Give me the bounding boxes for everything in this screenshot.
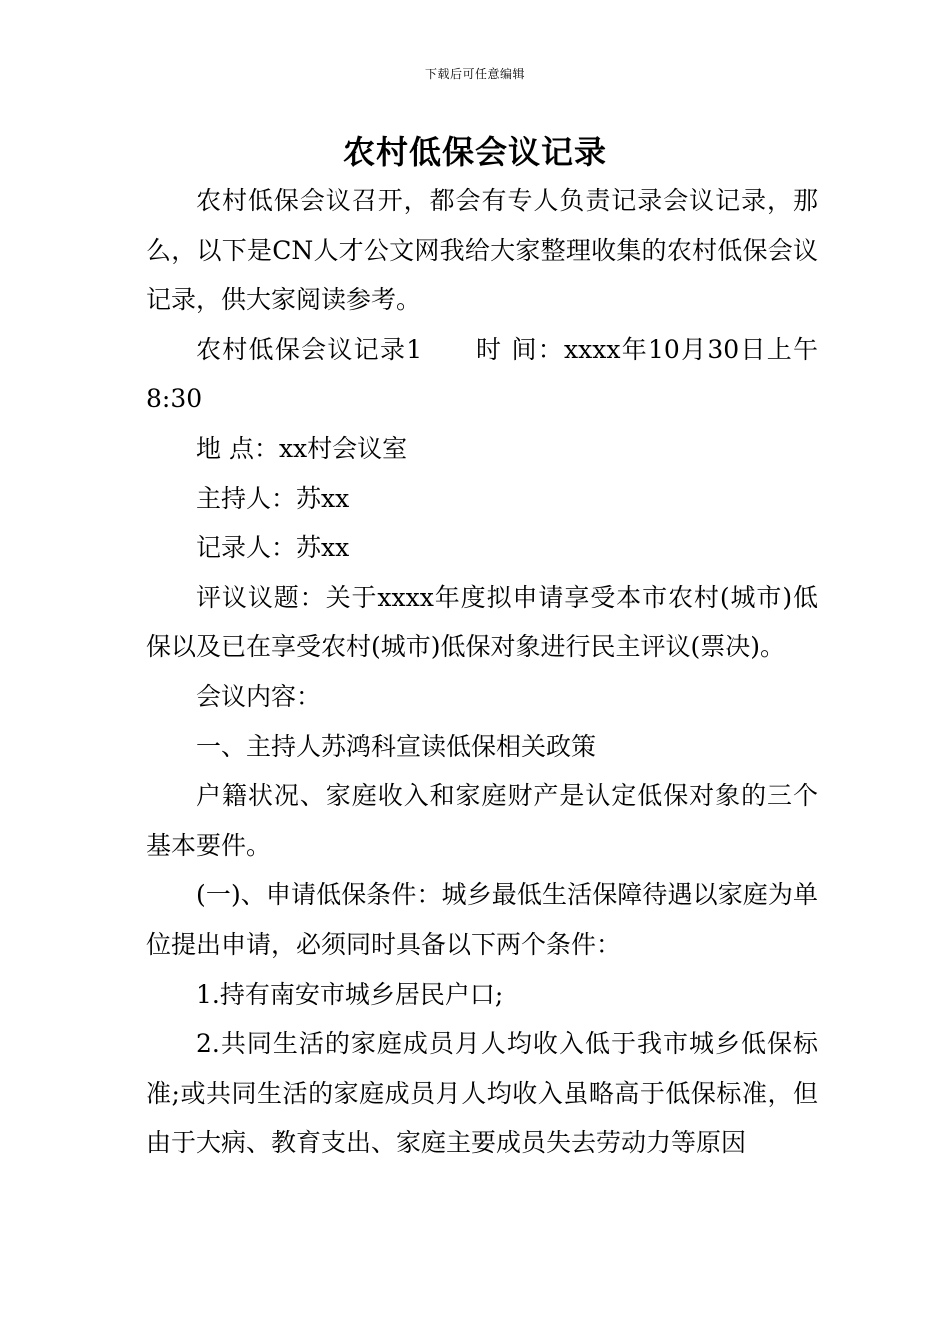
paragraph-requirements: 户籍状况、家庭收入和家庭财产是认定低保对象的三个基本要件。 [146, 781, 818, 860]
paragraph-condition-2: 2.共同生活的家庭成员月人均收入低于我市城乡低保标准;或共同生活的家庭成员月人均收入虽略高于低保标准，但由于大病、教育支出、家庭主要成员失去劳动力等原因 [146, 1029, 818, 1158]
paragraph-host: 主持人：苏xx [196, 483, 350, 513]
paragraph-recorder: 记录人：苏xx [196, 533, 350, 563]
paragraph-section-one: 一、主持人苏鸿科宣读低保相关政策 [196, 731, 597, 761]
paragraph-topic: 评议议题：关于xxxx年度拟申请享受本市农村(城市)低保以及已在享受农村(城市)低保对象进行民主评议(票决)。 [146, 582, 818, 662]
paragraph-record-time: 农村低保会议记录1 时 间：xxxx年10月30日上午8:30 [146, 334, 818, 414]
paragraph-condition-1: 1.持有南安市城乡居民户口; [196, 979, 504, 1009]
paragraph-intro: 农村低保会议召开，都会有专人负责记录会议记录，那么，以下是CN人才公文网我给大家整理收集的农村低保会议记录，供大家阅读参考。 [146, 186, 818, 315]
paragraph-content-heading: 会议内容： [196, 681, 322, 711]
paragraph-conditions: (一)、申请低保条件：城乡最低生活保障待遇以家庭为单位提出申请，必须同时具备以下两个条件： [146, 880, 818, 959]
document-title: 农村低保会议记录 [342, 133, 607, 171]
document-body [146, 176, 818, 1168]
paragraph-location: 地 点：xx村会议室 [196, 433, 408, 463]
header-note: 下载后可任意编辑 [424, 67, 525, 81]
